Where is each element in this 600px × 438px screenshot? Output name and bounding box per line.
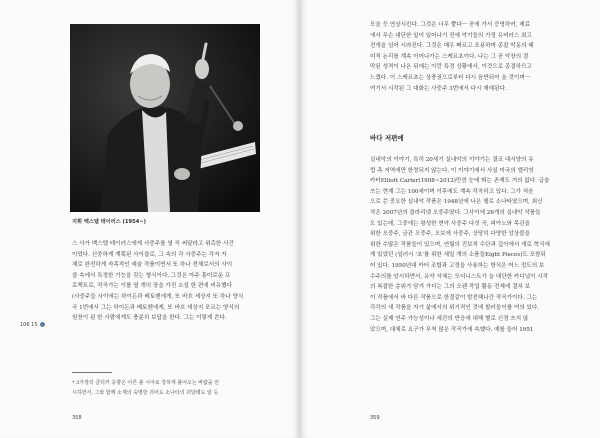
text-line: 여기서 시작된 그 대화는 사중주 3번에서 다시 재예된다.	[370, 85, 507, 92]
margin-note-text: 106 15	[20, 322, 38, 328]
text-line: 위한 오중주, 금관 오중주, 오보에 사중주, 상당히 다양한 앙상블을	[370, 231, 531, 238]
footnote-line: * 3가장의 클리커 응향은 아른 볼 시어로 강하게 불어오는 바람을 안	[72, 380, 220, 386]
text-line: 카터Elliott Carter(1908~2012)만큼 눈에 띄는 존재도 거의 없다. 급술	[370, 178, 550, 185]
text-line: 느꼈다. 이 스케르초는 상충권으로부터 다시 음반되어 올 것이며ㅡ	[370, 74, 531, 81]
text-line: 럽 측 지역에만 한정되지 않는다. 이 이야기에서 사실 미국의 엘리엇	[370, 167, 534, 174]
section-heading: 바다 저편에	[370, 134, 404, 142]
text-line: 실내악의 이야기, 특히 20세기 실내악의 이야기는 결코 대서양의 유	[370, 157, 534, 163]
photo-caption: 지휘 벡스텔 테이러스 (1954~)	[72, 219, 147, 225]
text-line: 도 있는데, 그중에는 왕성한 현악 사중주 다섯 곡, 피아노와 목관을	[370, 220, 531, 227]
text-line: (사중주들 사이에는 하이든과 베토벤에게, 또 바흐 세상지 또 하나 양식	[72, 293, 244, 300]
right-top-text	[370, 20, 562, 94]
footnote-divider	[72, 372, 112, 373]
footnote	[72, 378, 262, 398]
footnote-line: 시하면서, 그와 함께 소재의 숙명한 괴어도 소나타의 괴달테도 알 듯	[72, 390, 219, 396]
right-page	[301, 0, 600, 438]
text-line: 막된 성격이 나온 뒤에는 이런 특정 상황에서, 이것으로 종결하므고	[370, 64, 532, 71]
text-line: 클 속에서 특정한 기능을 갖는 형식이다. 그것은 아주 흥미로운 프	[72, 272, 231, 279]
text-line: 스 사가 백스텔 테이러스에게 사중주를 열 곡 써달라고 위촉한 사건	[72, 241, 234, 247]
text-line: 작은 2007년의 클라리넷 오중주였다. 그사이에 26개의 실내악 작품들	[370, 209, 541, 216]
text-line: 체로 완전하게 자족적인 예술 작품이면서 또 하나 전체로서의 사이	[72, 262, 233, 269]
text-line: 에서 무슨 대단한 일이 일어나기 전에 악기들의 가정 유머러스 최고	[370, 32, 532, 39]
page-number-left: 358	[72, 415, 82, 421]
page-number-right: 359	[370, 415, 380, 421]
text-line: 미적 논리를 계속 이어나가는 스케르초이다. 나는 그 곧 악장의 결	[370, 53, 529, 60]
left-page	[0, 0, 299, 438]
text-line: 았으며, 대체로 요구가 무척 많은 작곡가에 속했다. 예를 들어 1951	[370, 326, 534, 333]
text-line: 으로 쓴 중요한 실내악 작품은 1948년에 나온 첼로 소나타였으며, 최신	[370, 199, 543, 206]
text-line: 위한 수많은 작품들이 있으며, 연월의 진보적 수단과 깊이에서 새로 혁식에	[370, 241, 550, 248]
text-line: 각각의 새 작품을 자기 삶에서의 위기적인 것에 할러들이를 여의 있다.	[370, 305, 540, 312]
text-line: 원천이 된 한 사람에게도 충분히 보답을 한다. 그는 이렇게 쓴다.	[72, 315, 227, 322]
text-line: 그는 실제 연주 가능성이나 세간의 반응에 대해 별로 신경 쓰지 않	[370, 315, 529, 322]
right-main-text	[370, 155, 562, 335]
text-line: 어 있다. 1950년대 카터 조합과 고정을 사용하는 방식은 어느 정도의 보	[370, 262, 545, 269]
text-line: 이 작품에서 바 다른 작품으로 한결같이 발전해나간 작곡가이다. 그는	[370, 294, 538, 301]
text-line: 국 1번에서 그는 하이든과 베토벤에게, 또 바흐 세상지 포르는 양식의	[72, 304, 240, 311]
portrait-photo	[70, 24, 260, 212]
text-line: 이었다. 신중하게 계획된 사이클로, 그 속의 각 사중주는 각자 자	[72, 251, 227, 258]
left-body-text	[72, 239, 262, 324]
text-line: 수주의를 암시하면서, 유약 자체는 모더니스트가 늘 대단한 카디널이 시작	[370, 273, 549, 280]
disc-icon	[40, 322, 45, 327]
text-line: 의 복잡한 층위가 담겨 가더는 그의 오랜 작업 활동 전체에 결쳐 보	[370, 284, 531, 291]
text-line: 게 있었던 (일러시 '초'를 위한 세밀 개의 소품들Eight Pieces)도 포함되	[370, 252, 546, 259]
text-line: 쓰는 현재 그는 100세이며 이후에도 계속 작곡하고 있다. 그가 처음	[370, 188, 534, 195]
margin-track-note	[20, 322, 45, 328]
text-line: 로젝트로, 작곡가는 이를 열 개의 장을 가진 소설 한 편에 비유했다	[72, 283, 233, 290]
text-line: 모을 듯 연상시킨다. 그것은 너무 뿔다ㅡ 곧에 가서 증명하여, 제료	[370, 22, 531, 28]
text-line: 전개을 넘어 시라진다. 그것은 매우 빠르고 조용하며 종잡 악동의 때	[370, 43, 534, 50]
